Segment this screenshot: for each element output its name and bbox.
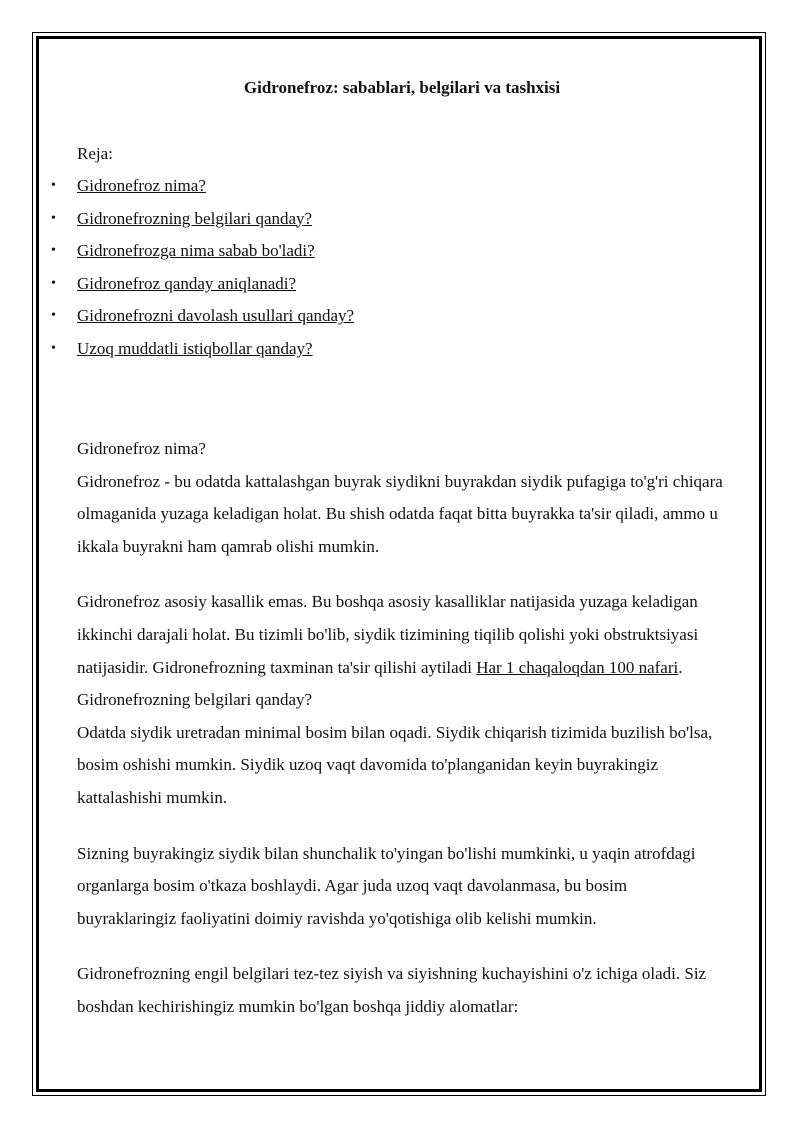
paragraph-organ-pressure: Sizning buyrakingiz siydik bilan shunchalik to'yingan bo'lishi mumkinki, u yaqin atrofdagi organlarga bosim o'tkaza boshlaydi. Agar juda uzoq vaqt davolanmasa, bu bosim buyraklaringiz faoliyatini doimiy ravishda yo'qotishiga olib kelishi mumkin. xyxy=(77,843,696,928)
section-heading-what-is: Gidronefroz nima? xyxy=(77,439,206,458)
toc-link-outlook[interactable]: Uzoq muddatli istiqbollar qanday? xyxy=(77,338,313,358)
toc-item xyxy=(51,306,355,339)
paragraph-definition: Gidronefroz - bu odatda kattalashgan buyrak siydikni buyrakdan siydik pufagiga to'g'ri chiqara olmaganida yuzaga keladigan holat. Bu shish odatda faqat bitta buyrakka ta'sir qiladi, ammo u ikkala buyrakni ham qamrab olishi mumkin. xyxy=(77,471,723,556)
bullet-icon: • xyxy=(51,243,56,259)
bullet-icon: • xyxy=(51,340,56,356)
toc-link-diagnosis[interactable]: Gidronefroz qanday aniqlanadi? xyxy=(77,273,297,293)
toc-link-treatment[interactable]: Gidronefrozni davolash usullari qanday? xyxy=(77,306,355,326)
paragraph-end: . xyxy=(678,657,683,677)
statistic-link[interactable]: Har 1 chaqaloqdan 100 nafari xyxy=(476,657,679,677)
toc-link-what-is[interactable]: Gidronefroz nima? xyxy=(77,176,206,195)
table-of-contents xyxy=(51,176,355,372)
paragraph-secondary-condition xyxy=(77,586,727,684)
toc-item xyxy=(51,241,354,274)
document-content xyxy=(51,76,727,1016)
toc-item xyxy=(51,208,354,242)
paragraph-pressure: Odatda siydik uretradan minimal bosim bilan oqadi. Siydik chiqarish tizimida buzilish bo'lsa, bosim oshishi mumkin. Siydik uzoq vaqt davomida to'planganidan keyin buyrakingiz kattalashishi mumkin. xyxy=(77,722,713,807)
toc-item xyxy=(51,176,354,209)
bullet-icon: • xyxy=(51,178,56,193)
section-heading-symptoms: Gidronefrozning belgilari qanday? xyxy=(77,690,313,710)
paragraph-text: Gidronefroz asosiy kasallik emas. Bu boshqa asosiy kasalliklar natijasida yuzaga keladigan ikkinchi darajali holat. Bu tizimli bo'lib, siydik tizimining tiqilib qolishi yoki obstruktsiyasi natijasidir. Gidronefrozning taxminan ta'sir qilishi aytiladi xyxy=(77,592,699,677)
document-title: Gidronefroz: sabablari, belgilari va tashxisi xyxy=(243,78,561,97)
toc-link-symptoms[interactable]: Gidronefrozning belgilari qanday? xyxy=(77,208,313,228)
bullet-icon: • xyxy=(51,275,56,291)
body-text xyxy=(77,433,727,1024)
toc-link-causes[interactable]: Gidronefrozga nima sabab bo'ladi? xyxy=(77,241,315,261)
paragraph-mild-symptoms: Gidronefrozning engil belgilari tez-tez siyish va siyishning kuchayishini o'z ichiga oladi. Siz boshdan kechirishingiz mumkin bo'lgan boshqa jiddiy alomatlar: xyxy=(77,964,707,1016)
plan-label: Reja: xyxy=(77,144,113,163)
bullet-icon: • xyxy=(51,210,56,226)
toc-item xyxy=(51,273,354,307)
toc-item xyxy=(51,338,354,372)
bullet-icon: • xyxy=(51,308,56,324)
